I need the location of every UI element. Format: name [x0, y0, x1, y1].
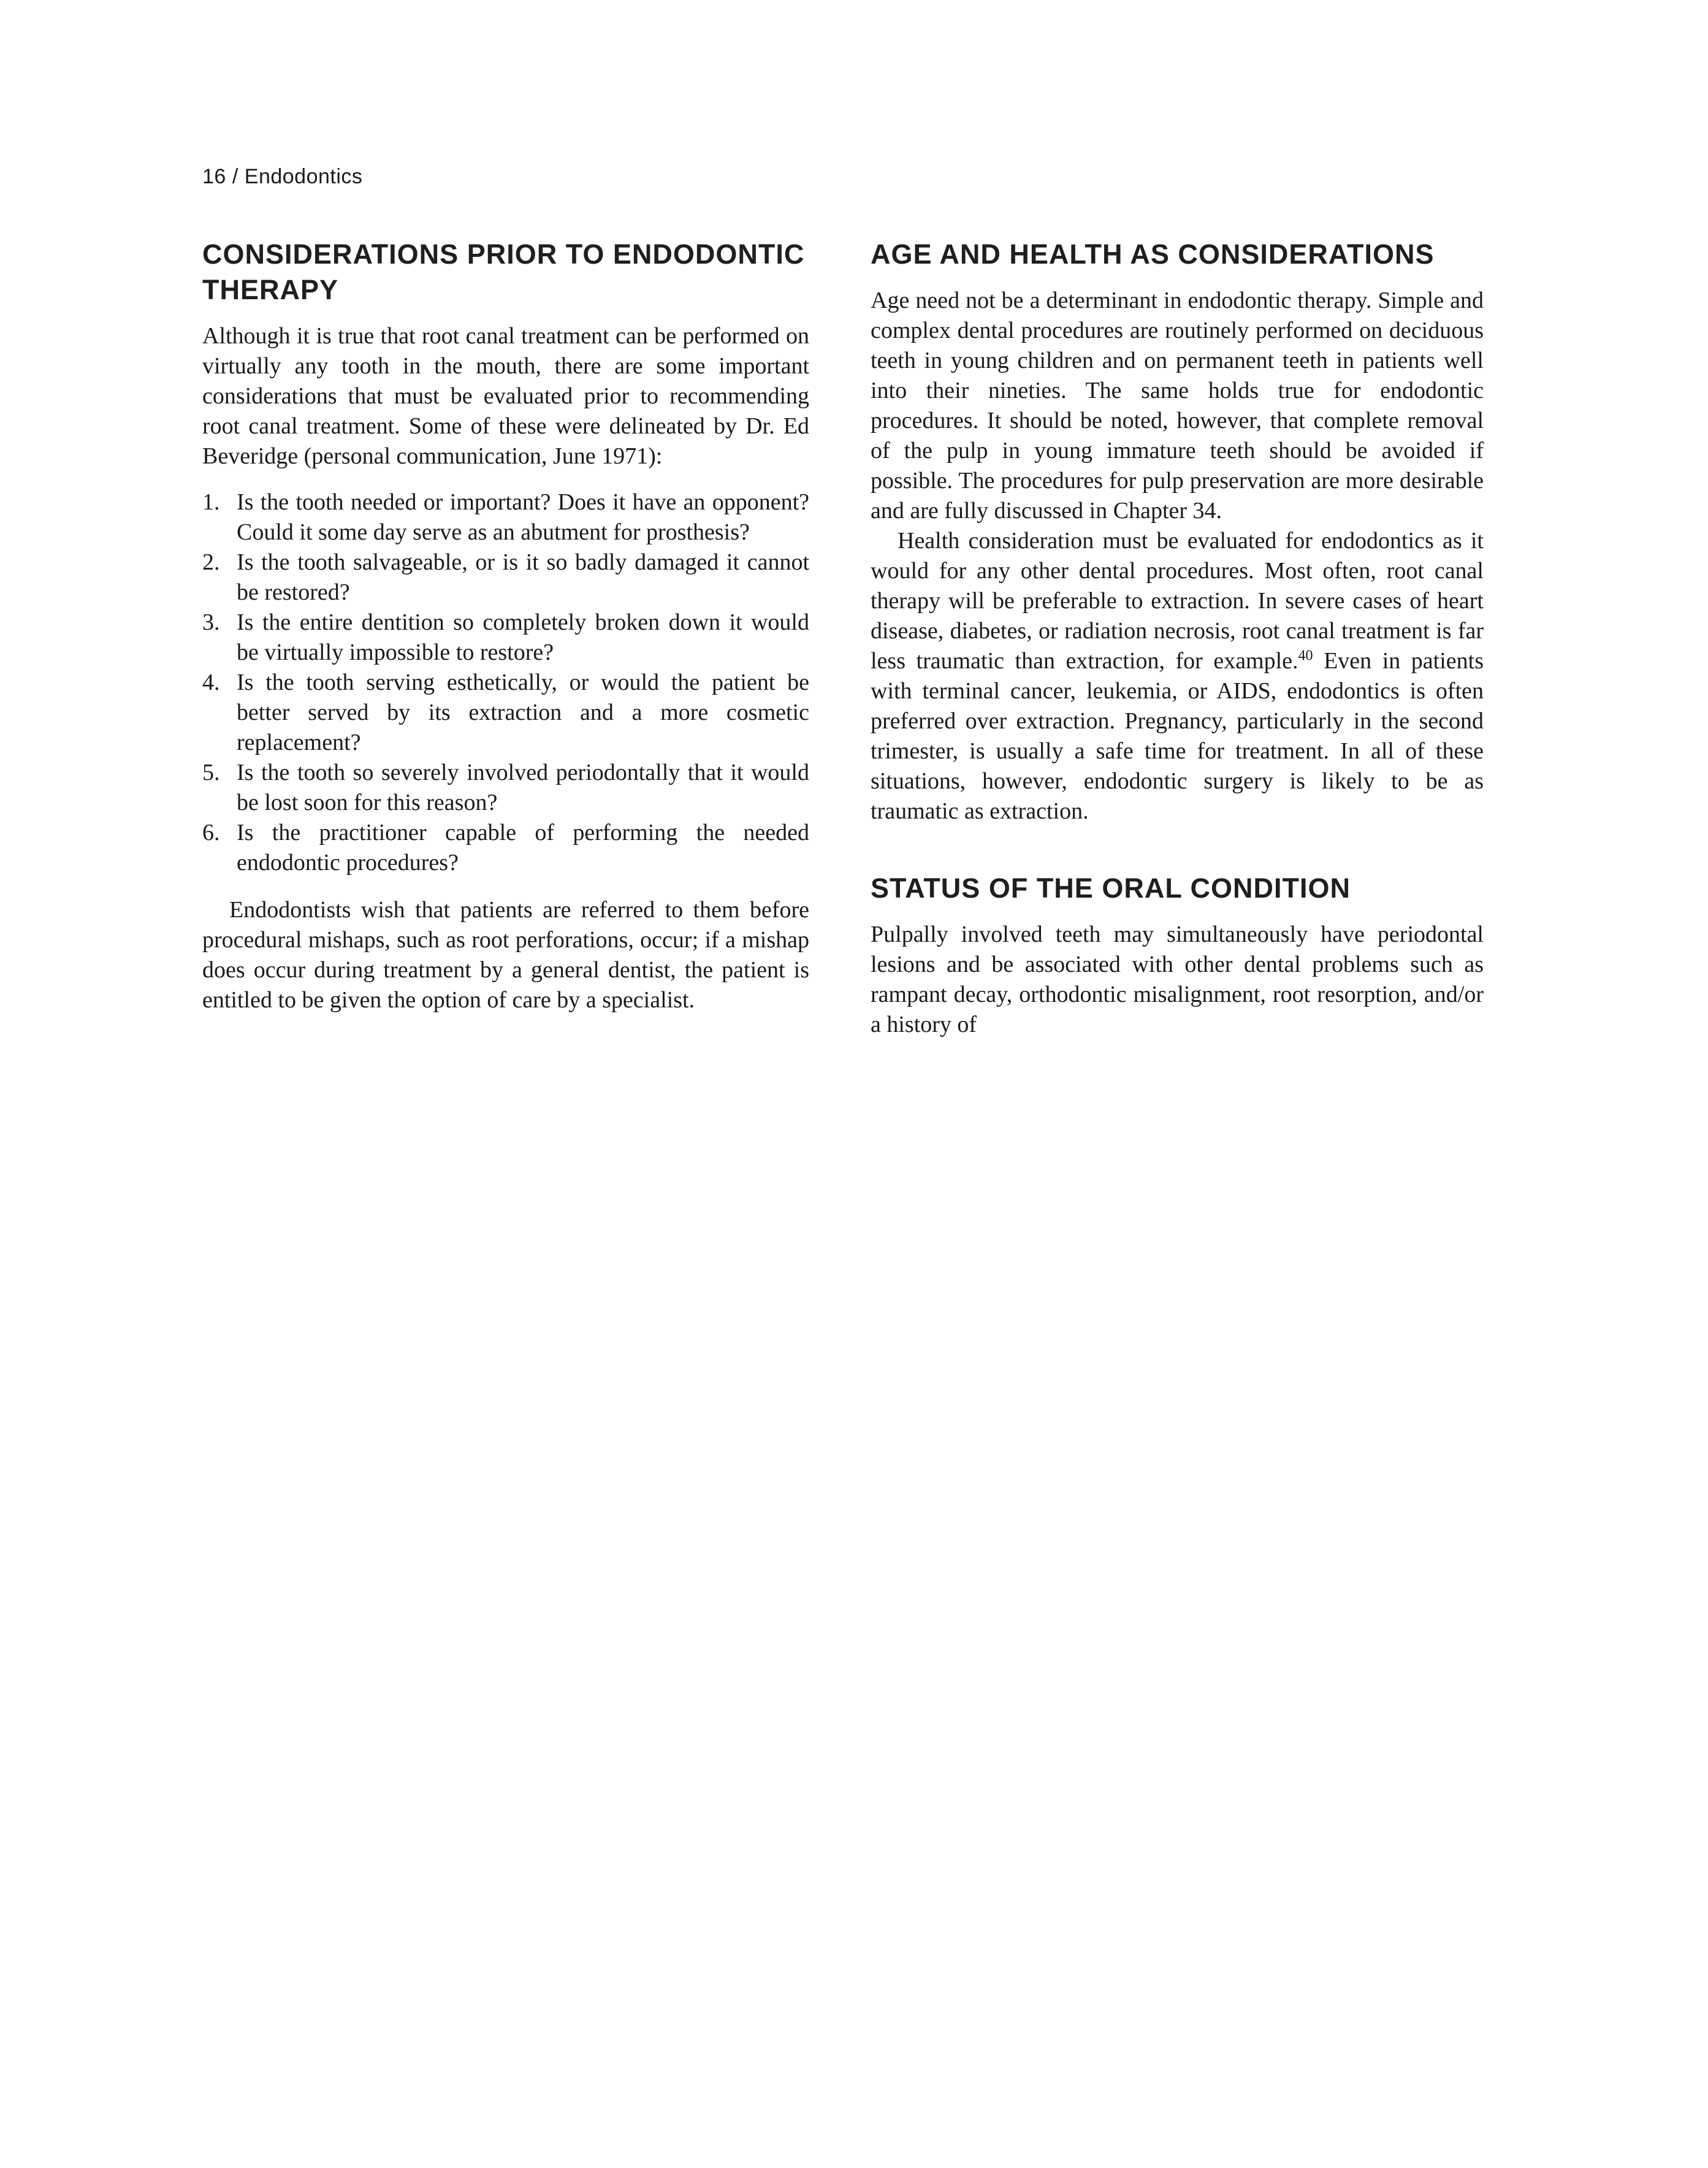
- paragraph-health-consideration: [871, 526, 1484, 826]
- list-item-1: [202, 487, 809, 548]
- health-text-after-reference: Even in patients with terminal cancer, leukemia, or AIDS, endodontics is often preferred over extraction. Pregnancy, particularly in the second trimester, is usually a safe time for treatment. In all of these situations, however, endodontic surgery is likely to be as traumatic as extraction.: [871, 648, 1484, 824]
- list-item-5: [202, 758, 809, 818]
- list-item-4: [202, 668, 809, 758]
- list-item-6: [202, 818, 809, 878]
- header-separator: /: [232, 165, 238, 188]
- list-item-text: Is the practitioner capable of performing the needed endodontic procedures?: [237, 820, 809, 876]
- list-item-3: [202, 608, 809, 668]
- running-title: Endodontics: [244, 165, 363, 188]
- right-column: [871, 237, 1484, 1040]
- section-heading-considerations: CONSIDERATIONS PRIOR TO ENDODONTIC THERAPY: [202, 239, 805, 305]
- list-item-text: Is the tooth salvageable, or is it so badly damaged it cannot be restored?: [237, 549, 809, 605]
- list-item-number: 1.: [202, 489, 220, 515]
- two-column-layout: [202, 237, 1484, 1040]
- list-item-number: 5.: [202, 760, 220, 785]
- list-item-number: 4.: [202, 670, 220, 695]
- left-column: [202, 237, 809, 1015]
- paragraph-oral-condition: Pulpally involved teeth may simultaneously have periodontal lesions and be associated with other dental problems such as rampant decay, orthodontic misalignment, root resorption, and/or a history of: [871, 922, 1484, 1037]
- list-item-text: Is the tooth so severely involved periodontally that it would be lost soon for this reason?: [237, 760, 809, 815]
- page-number: 16: [202, 165, 226, 188]
- list-item-text: Is the tooth needed or important? Does it have an opponent? Could it some day serve as an abutment for prosthesis?: [237, 489, 809, 545]
- considerations-list: [202, 487, 809, 878]
- section-heading-oral-condition: STATUS OF THE ORAL CONDITION: [871, 872, 1351, 904]
- list-item-number: 6.: [202, 820, 220, 845]
- health-text-before-reference: Health consideration must be evaluated for endodontics as it would for any other dental procedures. Most often, root canal therapy will be preferable to extraction. In severe cases of heart disease, diabetes, or radiation necrosis, root canal treatment is far less traumatic than extraction, for example.: [871, 528, 1484, 674]
- list-item-text: Is the entire dentition so completely broken down it would be virtually impossible to restore?: [237, 609, 809, 665]
- paragraph-age-health: Age need not be a determinant in endodontic therapy. Simple and complex dental procedures are routinely performed on deciduous teeth in young children and on permanent teeth in patients well into their nineties. The same holds true for endodontic procedures. It should be noted, however, that complete removal of the pulp in young immature teeth should be avoided if possible. The procedures for pulp preservation are more desirable and are fully discussed in Chapter 34.: [871, 288, 1484, 524]
- list-item-text: Is the tooth serving esthetically, or would the patient be better served by its extraction and a more cosmetic replacement?: [237, 670, 809, 755]
- running-header: [202, 164, 1484, 189]
- paragraph-intro: Although it is true that root canal treatment can be performed on virtually any tooth in the mouth, there are some important considerations that must be evaluated prior to recommending root canal treatment. Some of these were delineated by Dr. Ed Beveridge (personal communication, June 1971):: [202, 323, 809, 469]
- list-item-number: 3.: [202, 609, 220, 635]
- reference-superscript-40: 40: [1298, 647, 1313, 664]
- list-item-2: [202, 548, 809, 608]
- paragraph-closing: Endodontists wish that patients are referred to them before procedural mishaps, such as root perforations, occur; if a mishap does occur during treatment by a general dentist, the patient is entitled to be given the option of care by a specialist.: [202, 897, 809, 1013]
- list-item-number: 2.: [202, 549, 220, 575]
- section-heading-age-health: AGE AND HEALTH AS CONSIDERATIONS: [871, 239, 1435, 270]
